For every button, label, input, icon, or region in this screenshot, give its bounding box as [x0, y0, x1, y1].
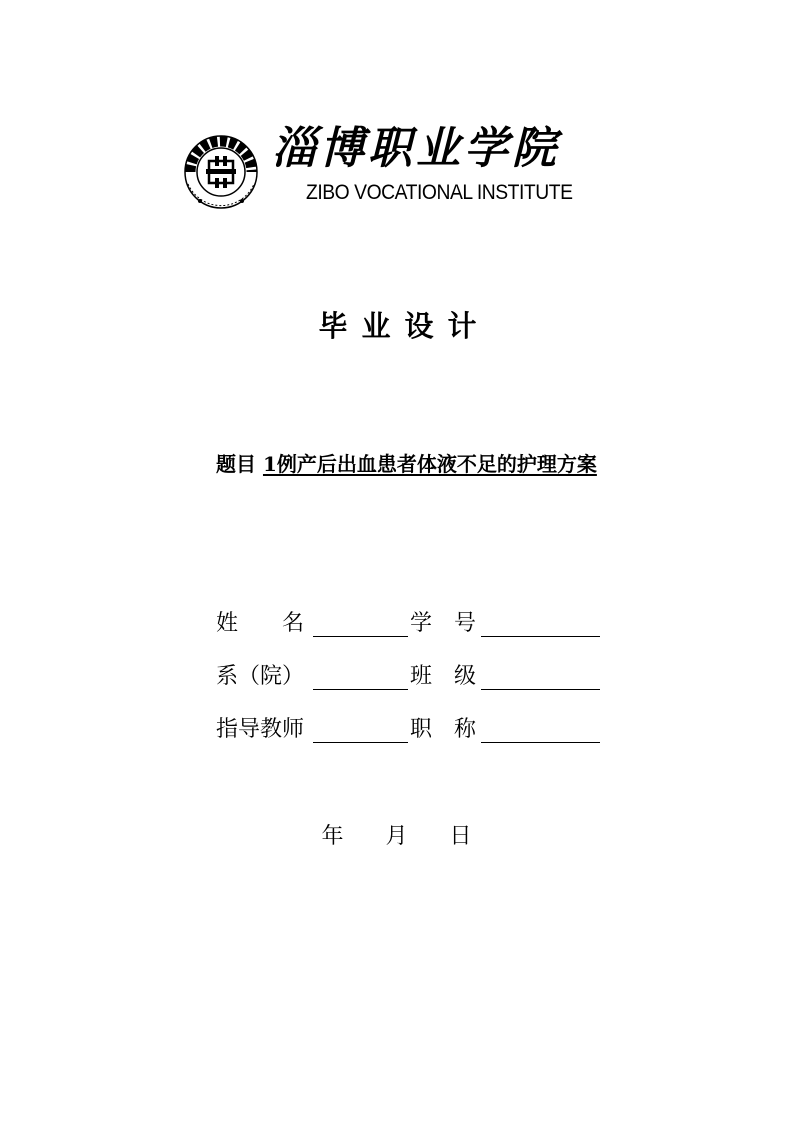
name-label: 姓 名: [216, 611, 305, 636]
advisor-field[interactable]: [313, 742, 408, 743]
name-field[interactable]: [313, 636, 408, 637]
topic-row: [216, 450, 597, 478]
advisor-label: 指导教师: [216, 717, 305, 742]
topic-label: 题目: [216, 452, 256, 476]
institution-header: [180, 124, 620, 210]
advisor-title-field[interactable]: [481, 742, 600, 743]
advisor-title-label: 职 称: [410, 717, 477, 742]
class-label: 班 级: [410, 664, 477, 689]
department-field[interactable]: [313, 689, 408, 690]
institution-name-cn: 淄博职业学院: [272, 123, 560, 174]
class-field[interactable]: [481, 689, 600, 690]
date-row: [0, 822, 793, 852]
institution-seal-icon: [180, 128, 262, 210]
department-label: 系（院）: [216, 664, 305, 689]
institution-name-en: ZIBO VOCATIONAL INSTITUTE: [306, 181, 573, 204]
day-label: 日: [449, 824, 472, 849]
student-id-field[interactable]: [481, 636, 600, 637]
topic-value: 1例产后出血患者体液不足的护理方案: [262, 452, 597, 476]
document-title: 毕业设计: [318, 309, 491, 343]
student-id-label: 学 号: [410, 611, 477, 636]
month-label: 月: [385, 824, 408, 849]
year-label: 年: [321, 824, 344, 849]
